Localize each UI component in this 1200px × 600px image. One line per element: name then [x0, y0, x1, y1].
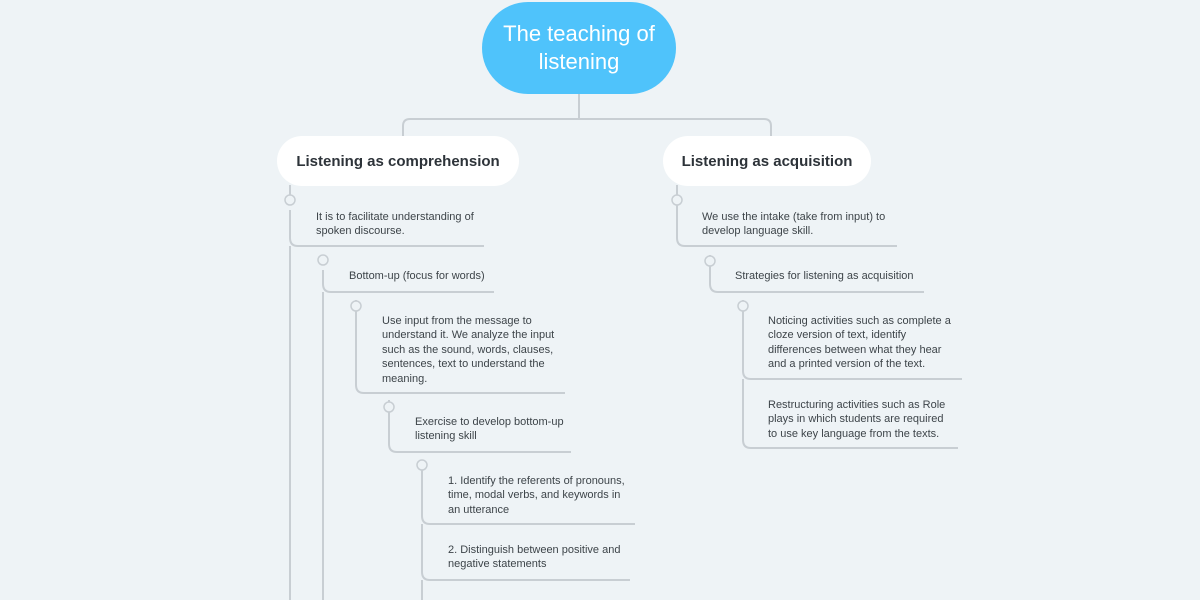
- topic-listening-comprehension[interactable]: [277, 136, 519, 186]
- subtopic-restructuring-activities[interactable]: [768, 398, 953, 441]
- subtopic-acquisition-strategies[interactable]: [735, 269, 925, 283]
- root-topic[interactable]: [482, 2, 676, 94]
- subtopic-text: It is to facilitate understanding of spoken discourse.: [316, 211, 474, 238]
- subtopic-text: 2. Distinguish between positive and negative statements: [448, 544, 621, 571]
- subtopic-comprehension-definition[interactable]: [316, 210, 491, 239]
- node-dot: [705, 256, 715, 266]
- node-dot: [285, 195, 295, 205]
- subtopic-text: Use input from the message to understand it. We analyze the input such as the sound, words, clauses, sentences, text to understand the meaning.: [382, 315, 555, 385]
- subtopic-text: Noticing activities such as complete a cloze version of text, identify differences between what they hear and a printed version of the text.: [768, 315, 951, 371]
- subtopic-text: 1. Identify the referents of pronouns, time, modal verbs, and keywords in an utterance: [448, 475, 625, 516]
- subtopic-bottom-up-exercise[interactable]: [415, 415, 580, 444]
- root-title: The teaching of listening: [503, 21, 655, 74]
- node-dot: [738, 301, 748, 311]
- topic-listening-acquisition[interactable]: [663, 136, 871, 186]
- subtopic-bottom-up[interactable]: [349, 269, 514, 283]
- subtopic-bottom-up-description[interactable]: [382, 314, 562, 386]
- subtopic-text: Restructuring activities such as Role plays in which students are required to use key language from the texts.: [768, 399, 946, 440]
- subtopic-text: Exercise to develop bottom-up listening skill: [415, 416, 564, 443]
- topic-title: Listening as comprehension: [296, 152, 500, 170]
- subtopic-exercise-item-2[interactable]: [448, 543, 628, 572]
- node-dot: [672, 195, 682, 205]
- subtopic-text: Bottom-up (focus for words): [349, 270, 485, 282]
- subtopic-text: Strategies for listening as acquisition: [735, 270, 914, 282]
- subtopic-exercise-item-1[interactable]: [448, 474, 634, 517]
- node-dot: [417, 460, 427, 470]
- subtopic-text: We use the intake (take from input) to develop language skill.: [702, 211, 886, 238]
- topic-title: Listening as acquisition: [681, 152, 853, 170]
- subtopic-noticing-activities[interactable]: [768, 314, 961, 372]
- subtopic-acquisition-definition[interactable]: [702, 210, 894, 239]
- node-dot: [384, 402, 394, 412]
- node-dot: [351, 301, 361, 311]
- node-dot: [318, 255, 328, 265]
